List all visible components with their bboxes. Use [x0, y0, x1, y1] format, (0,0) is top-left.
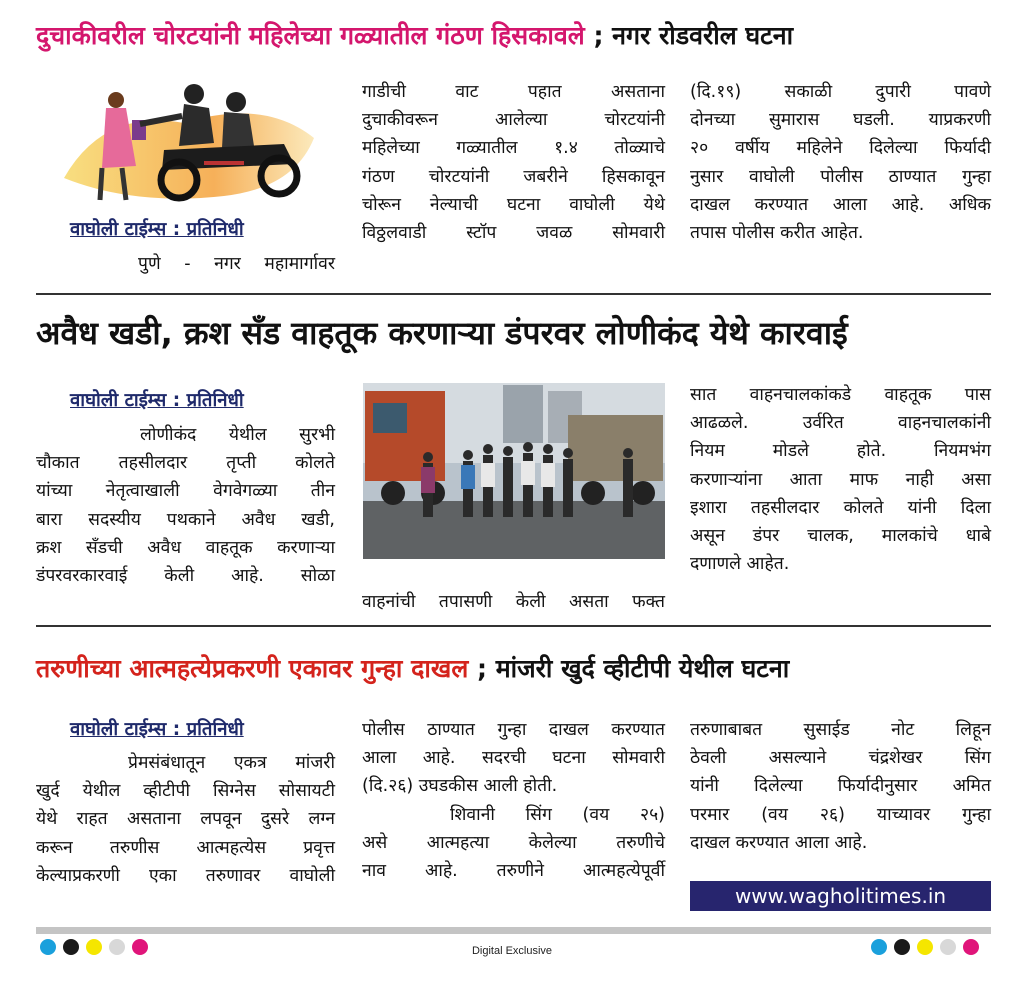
article2-byline: वाघोली टाईम्स : प्रतिनिधी — [70, 390, 244, 411]
article3-column2-text: पोलीस ठाण्यात गुन्हा दाखल करण्यात आला आहे. सदरची घटना सोमवारी (दि.२६) उघडकीस आली होती. शिवानी सिंग (वय २५) असे आत्महत्या केलेल्या तरुणीचे नाव आहे. तरुणीने आत्महत्येपूर्वी — [362, 720, 665, 882]
article3-column1-text: प्रेमसंबंधातून एकत्र मांजरी खुर्द येथील व्हीटीपी सिग्नेस सोसायटी येथे राहत असताना लपवून दुसरे लग्न करून तरुणीस आत्महत्येस प्रवृत्त केल्याप्रकरणी एका तरुणावर वाघोली — [36, 753, 335, 886]
article1-column3-text: (दि.१९) सकाळी दुपारी पावणे दोनच्या सुमारास घडली. याप्रकरणी २० वर्षीय महिलेने दिलेल्या फिर्यादी नुसार वाघोली पोलीस ठाण्यात गुन्हा दाखल करण्यात आला आहे. अधिक तपास पोलीस करीत आहेत. — [690, 82, 991, 244]
registration-dot — [917, 939, 933, 955]
registration-dot — [963, 939, 979, 955]
registration-dot — [894, 939, 910, 955]
article1-byline: वाघोली टाईम्स : प्रतिनिधी — [70, 219, 244, 240]
chain-snatching-illustration — [44, 68, 320, 208]
footer-bar — [36, 927, 991, 934]
article3-headline — [36, 655, 991, 683]
registration-dot — [940, 939, 956, 955]
article1-column2-text: गाडीची वाट पहात असताना दुचाकीवरून आलेल्या चोरटयांनी महिलेच्या गळ्यातील १.४ तोळ्याचे गंठण चोरटयांनी जबरीने हिसकावून चोरून नेल्याची घटना वाघोली येथे विठ्ठलवाडी स्टॉप जवळ सोमवारी — [362, 82, 665, 244]
article3-headline-location: मांजरी खुर्द व्हीटीपी येथील घटना — [495, 654, 790, 683]
article2-column3-text: सात वाहनचालकांकडे वाहतूक पास आढळले. उर्वरित वाहनचालकांनी नियम मोडले होते. नियमभंग करणाऱ्यांना आता माफ नाही असा इशारा तहसीलदार कोलते यांनी दिला असून डंपर चालक, मालकांचे धाबे दणाणले आहेत. — [690, 385, 991, 575]
section-divider-2 — [36, 625, 991, 627]
article3-byline: वाघोली टाईम्स : प्रतिनिधी — [70, 719, 244, 740]
article1-headline — [36, 22, 991, 50]
article2-column1-text: लोणीकंद येथील सुरभी चौकात तहसीलदार तृप्ती कोलते यांच्या नेतृत्वाखाली वेगवेगळ्या तीन बारा सदस्यीय पथकाने अवैध खडी, क्रश सँडची अवैध वाहतूक करणाऱ्या डंपरवरकारवाई केली आहे. सोळा — [36, 425, 335, 587]
article2-headline: अवैध खडी, क्रश सँड वाहतूक करणाऱ्या डंपरवर लोणीकंद येथे कारवाई — [36, 314, 848, 352]
digital-exclusive-label: Digital Exclusive — [471, 945, 553, 957]
dumper-inspection-photo — [363, 383, 665, 559]
section-divider-1 — [36, 293, 991, 295]
website-link[interactable]: www.wagholitimes.in — [690, 881, 991, 911]
article1-headline-separator: ; — [584, 21, 613, 50]
article3-column3-text: तरुणाबाबत सुसाईड नोट लिहून ठेवली असल्याने चंद्रशेखर सिंग यांनी दिलेल्या फिर्यादीनुसार अमित परमार (वय २६) याच्यावर गुन्हा दाखल करण्यात आला आहे. — [690, 720, 991, 853]
article1-headline-colored: दुचाकीवरील चोरटयांनी महिलेच्या गळ्यातील गंठण हिसकावले — [36, 21, 585, 50]
color-registration-dots-right — [871, 939, 979, 955]
article2-column2-text: वाहनांची तपासणी केली असता फक्त — [362, 592, 665, 612]
article3-headline-separator: ; — [468, 654, 496, 683]
article3-headline-colored: तरुणीच्या आत्महत्येप्रकरणी एकावर गुन्हा दाखल — [36, 654, 469, 683]
registration-dot — [871, 939, 887, 955]
article1-column1-text: पुणे - नगर महामार्गावर — [138, 254, 335, 274]
article1-headline-location: नगर रोडवरील घटना — [612, 21, 794, 50]
